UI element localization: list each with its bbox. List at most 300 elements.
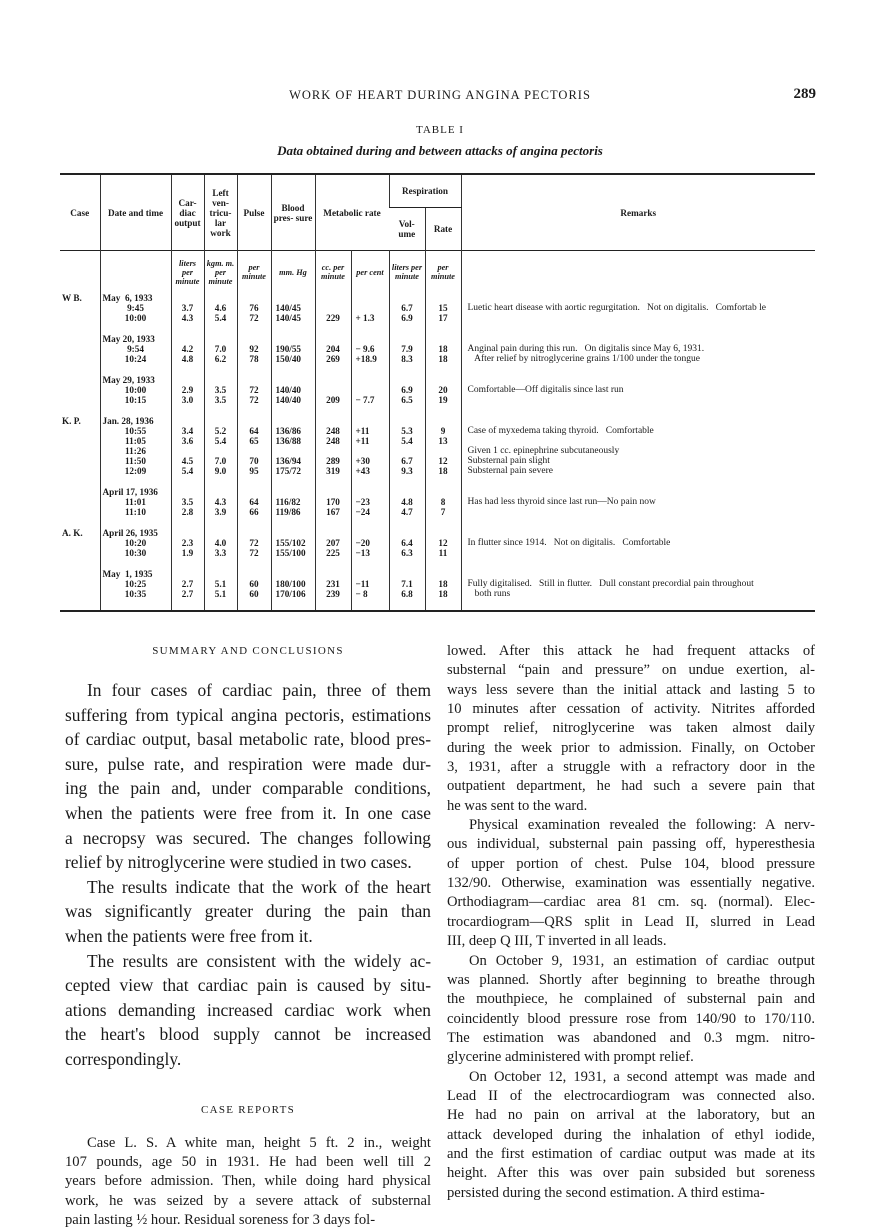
remarks-cell: Substernal pain slight [461, 456, 815, 466]
text-line: 132/90. Otherwise, examination was essentially negative. [447, 875, 815, 892]
text-line: outpatient department, he had such a severe pain that [447, 778, 815, 795]
metabolic-pct-cell: +11 [351, 426, 389, 436]
text-line: Physical examination revealed the following: A nerv- [469, 817, 815, 834]
bp-cell: 136/94 [271, 456, 315, 466]
lv-work-cell [204, 517, 237, 528]
time-cell: 9:54 [100, 344, 171, 354]
bp-cell [271, 528, 315, 538]
metabolic-cc-cell [315, 528, 351, 538]
rate-cell: 11 [425, 548, 461, 558]
table-row [60, 446, 815, 456]
text-line: years before admission. Then, while doing hard physical [65, 1173, 431, 1190]
cardiac-output-cell: 4.2 [171, 344, 204, 354]
remarks-cell: both runs [461, 589, 815, 599]
metabolic-cc-cell [315, 487, 351, 497]
header-respiration: Respiration [389, 174, 461, 208]
volume-cell [389, 517, 425, 528]
table-row [60, 538, 815, 548]
pulse-cell [237, 323, 271, 334]
lv-work-cell [204, 569, 237, 579]
metabolic-pct-cell: − 8 [351, 589, 389, 599]
text-line: when the patients were free from it. [65, 925, 313, 946]
rate-cell: 18 [425, 354, 461, 364]
remarks-cell [461, 323, 815, 334]
text-line: of cardiac output, basal metabolic rate, blood pres- [65, 729, 431, 750]
remarks-cell [461, 334, 815, 344]
spacer-row [60, 517, 815, 528]
rate-cell [425, 476, 461, 487]
table-row [60, 375, 815, 385]
metabolic-pct-cell: −11 [351, 579, 389, 589]
cardiac-output-cell: 2.7 [171, 579, 204, 589]
metabolic-pct-cell [351, 569, 389, 579]
text-line: pain lasting ½ hour. Residual soreness for 3 days fol- [65, 1211, 376, 1228]
remarks-cell [461, 548, 815, 558]
lv-work-cell: 5.1 [204, 579, 237, 589]
case-cell [60, 517, 100, 528]
rate-cell [425, 569, 461, 579]
metabolic-pct-cell [351, 385, 389, 395]
cardiac-output-cell: 4.8 [171, 354, 204, 364]
volume-cell [389, 446, 425, 456]
rate-cell [425, 558, 461, 569]
cardiac-output-cell [171, 364, 204, 375]
data-table [60, 173, 815, 612]
date-cell [100, 558, 171, 569]
metabolic-pct-cell: + 1.3 [351, 313, 389, 323]
table-label: TABLE I [416, 124, 464, 136]
bp-cell: 155/100 [271, 548, 315, 558]
lv-work-cell [204, 405, 237, 416]
cardiac-output-cell [171, 558, 204, 569]
metabolic-cc-cell [315, 364, 351, 375]
time-cell: 11:50 [100, 456, 171, 466]
date-label: Jan. 28, 1936 [100, 416, 171, 426]
text-line: Lead II of the electrocardiogram was connected also. [447, 1087, 815, 1104]
lv-work-cell: 7.0 [204, 456, 237, 466]
pulse-cell [237, 293, 271, 303]
text-line: On October 12, 1931, a second attempt was made and [469, 1068, 815, 1085]
text-line: glycerine administered with prompt relief. [447, 1049, 694, 1066]
pulse-cell: 72 [237, 538, 271, 548]
volume-cell: 8.3 [389, 354, 425, 364]
metabolic-cc-cell [315, 375, 351, 385]
lv-work-cell [204, 375, 237, 385]
cardiac-output-cell: 4.5 [171, 456, 204, 466]
volume-cell: 6.7 [389, 303, 425, 313]
text-line: The results are consistent with the widely ac- [87, 950, 431, 971]
case-cell [60, 354, 100, 364]
bp-cell [271, 569, 315, 579]
cardiac-output-cell: 3.0 [171, 395, 204, 405]
metabolic-pct-cell [351, 476, 389, 487]
header-rate: Rate [425, 208, 461, 251]
table-row [60, 487, 815, 497]
bp-cell: 150/40 [271, 354, 315, 364]
rate-cell [425, 446, 461, 456]
table-row [60, 354, 815, 364]
bp-cell [271, 487, 315, 497]
unit-metabolic-cc-cell: cc. per minute [315, 251, 351, 294]
pulse-cell: 72 [237, 385, 271, 395]
cardiac-output-cell [171, 569, 204, 579]
unit-pulse-cell: per minute [237, 251, 271, 294]
rate-cell: 20 [425, 385, 461, 395]
case-cell [60, 323, 100, 334]
case-cell [60, 303, 100, 313]
text-line: On October 9, 1931, an estimation of cardiac output [469, 952, 815, 969]
cardiac-output-cell [171, 293, 204, 303]
unit-date-cell [100, 251, 171, 294]
remarks-cell [461, 569, 815, 579]
metabolic-pct-cell: −23 [351, 497, 389, 507]
rate-cell: 19 [425, 395, 461, 405]
time-cell: 11:05 [100, 436, 171, 446]
pulse-cell [237, 487, 271, 497]
text-line: 10 minutes after cessation of activity. Nitrites afforded [447, 701, 815, 718]
remarks-cell [461, 405, 815, 416]
remarks-cell [461, 395, 815, 405]
pulse-cell: 72 [237, 395, 271, 405]
volume-cell: 6.7 [389, 456, 425, 466]
rate-cell: 17 [425, 313, 461, 323]
spacer-row [60, 599, 815, 611]
remarks-cell: In flutter since 1914. Not on digitalis. Comfortable [461, 538, 815, 548]
metabolic-pct-cell [351, 405, 389, 416]
bp-cell: 140/45 [271, 313, 315, 323]
lv-work-cell: 5.4 [204, 313, 237, 323]
lv-work-cell [204, 334, 237, 344]
case-cell [60, 344, 100, 354]
metabolic-cc-cell: 229 [315, 313, 351, 323]
cardiac-output-cell: 3.7 [171, 303, 204, 313]
bp-cell [271, 558, 315, 569]
spacer-row [60, 364, 815, 375]
remarks-cell: Luetic heart disease with aortic regurgitation. Not on digitalis. Comfortab le [461, 303, 815, 313]
metabolic-pct-cell: − 9.6 [351, 344, 389, 354]
volume-cell: 6.4 [389, 538, 425, 548]
metabolic-pct-cell [351, 528, 389, 538]
volume-cell: 6.9 [389, 313, 425, 323]
metabolic-pct-cell: +18.9 [351, 354, 389, 364]
lv-work-cell: 4.6 [204, 303, 237, 313]
table-row [60, 456, 815, 466]
volume-cell [389, 334, 425, 344]
time-cell: 10:30 [100, 548, 171, 558]
case-cell [60, 599, 100, 611]
case-cell [60, 589, 100, 599]
date-label: April 17, 1936 [100, 487, 171, 497]
metabolic-cc-cell [315, 558, 351, 569]
text-line: The estimation was abandoned and 0.3 mgm. nitro- [447, 1029, 815, 1046]
case-cell [60, 558, 100, 569]
metabolic-pct-cell [351, 517, 389, 528]
table-row [60, 436, 815, 446]
metabolic-cc-cell [315, 446, 351, 456]
pulse-cell [237, 558, 271, 569]
table-row [60, 334, 815, 344]
time-cell: 10:25 [100, 579, 171, 589]
lv-work-cell: 4.0 [204, 538, 237, 548]
volume-cell [389, 416, 425, 426]
bp-cell [271, 364, 315, 375]
time-cell: 10:20 [100, 538, 171, 548]
metabolic-cc-cell [315, 569, 351, 579]
remarks-cell [461, 476, 815, 487]
bp-cell [271, 476, 315, 487]
pulse-cell [237, 364, 271, 375]
unit-metabolic-pct-cell: per cent [351, 251, 389, 294]
lv-work-cell: 5.4 [204, 436, 237, 446]
rate-cell: 9 [425, 426, 461, 436]
text-line: 3, 1931, after a struggle with a refractory door in the [447, 759, 815, 776]
table-row [60, 385, 815, 395]
time-cell: 10:24 [100, 354, 171, 364]
case-label: A. K. [62, 528, 83, 538]
cardiac-output-cell: 4.3 [171, 313, 204, 323]
bp-cell [271, 375, 315, 385]
text-line: ing the pain and, under comparable conditions, [65, 778, 431, 799]
table-caption: Data obtained during and between attacks of angina pectoris [277, 143, 603, 158]
table-row [60, 548, 815, 558]
case-cell [60, 507, 100, 517]
volume-cell: 9.3 [389, 466, 425, 476]
pulse-cell: 72 [237, 313, 271, 323]
table-row [60, 528, 815, 538]
volume-cell [389, 364, 425, 375]
pulse-cell: 60 [237, 589, 271, 599]
bp-cell [271, 416, 315, 426]
header-volume: Vol- ume [398, 219, 416, 239]
metabolic-pct-cell [351, 375, 389, 385]
cardiac-output-cell: 5.4 [171, 466, 204, 476]
summary-heading: SUMMARY AND CONCLUSIONS [152, 645, 344, 657]
volume-cell: 4.8 [389, 497, 425, 507]
cardiac-output-cell: 2.8 [171, 507, 204, 517]
case-reports-heading: CASE REPORTS [200, 1103, 296, 1116]
rate-cell [425, 416, 461, 426]
remarks-cell: Substernal pain severe [461, 466, 815, 476]
unit-case-cell [60, 251, 100, 294]
metabolic-pct-cell: +11 [351, 436, 389, 446]
bp-cell: 175/72 [271, 466, 315, 476]
pulse-cell: 66 [237, 507, 271, 517]
remarks-cell: Comfortable—Off digitalis since last run [461, 385, 815, 395]
volume-cell [389, 599, 425, 611]
metabolic-cc-cell: 225 [315, 548, 351, 558]
remarks-cell [461, 293, 815, 303]
bp-cell [271, 334, 315, 344]
cardiac-output-cell [171, 375, 204, 385]
bp-cell: 180/100 [271, 579, 315, 589]
volume-cell [389, 375, 425, 385]
pulse-cell [237, 416, 271, 426]
paragraph [65, 875, 431, 949]
volume-cell [389, 476, 425, 487]
paragraph [65, 1134, 431, 1230]
metabolic-cc-cell: 167 [315, 507, 351, 517]
remarks-cell [461, 507, 815, 517]
rate-cell: 7 [425, 507, 461, 517]
rate-cell [425, 364, 461, 375]
paragraph [447, 1068, 815, 1203]
time-cell: 10:00 [100, 313, 171, 323]
pulse-cell [237, 405, 271, 416]
rate-cell: 12 [425, 456, 461, 466]
bp-cell: 155/102 [271, 538, 315, 548]
rate-cell: 18 [425, 579, 461, 589]
bp-cell: 190/55 [271, 344, 315, 354]
case-label [60, 375, 100, 385]
metabolic-cc-cell [315, 334, 351, 344]
case-cell [60, 548, 100, 558]
metabolic-pct-cell [351, 303, 389, 313]
lv-work-cell [204, 476, 237, 487]
date-label: April 26, 1935 [100, 528, 171, 538]
remarks-cell [461, 375, 815, 385]
remarks-cell: After relief by nitroglycerine grains 1/100 under the tongue [461, 354, 815, 364]
header-pulse: Pulse [237, 174, 271, 251]
rate-cell: 13 [425, 436, 461, 446]
volume-cell: 7.1 [389, 579, 425, 589]
metabolic-cc-cell: 319 [315, 466, 351, 476]
metabolic-pct-cell [351, 364, 389, 375]
lv-work-cell: 5.2 [204, 426, 237, 436]
rate-cell [425, 528, 461, 538]
table-row [60, 589, 815, 599]
header-lv-work: Left ven- tricu- lar work [204, 174, 237, 251]
unit-rate-cell: per minute [425, 251, 461, 294]
volume-cell: 6.3 [389, 548, 425, 558]
metabolic-cc-cell [315, 405, 351, 416]
running-head: WORK OF HEART DURING ANGINA PECTORIS [289, 88, 591, 102]
case-label [60, 334, 100, 344]
metabolic-cc-cell [315, 385, 351, 395]
case-cell [60, 466, 100, 476]
text-line: a necropsy was secured. The changes following [65, 827, 431, 848]
time-cell: 10:55 [100, 426, 171, 436]
date-cell [100, 476, 171, 487]
remarks-cell [461, 416, 815, 426]
volume-cell [389, 487, 425, 497]
date-cell [100, 364, 171, 375]
rate-cell [425, 517, 461, 528]
metabolic-pct-cell [351, 416, 389, 426]
rate-cell [425, 599, 461, 611]
text-line: work, he was seized by a severe attack of substernal [65, 1192, 431, 1209]
time-cell: 11:01 [100, 497, 171, 507]
case-cell [60, 436, 100, 446]
table-row [60, 313, 815, 323]
metabolic-pct-cell: − 7.7 [351, 395, 389, 405]
metabolic-cc-cell [315, 303, 351, 313]
time-cell: 10:00 [100, 385, 171, 395]
time-cell: 11:10 [100, 507, 171, 517]
cardiac-output-cell: 2.7 [171, 589, 204, 599]
case-label [60, 487, 100, 497]
remarks-cell: Has had less thyroid since last run—No pain now [461, 497, 815, 507]
cardiac-output-cell [171, 446, 204, 456]
text-line: suffering from typical angina pectoris, estimations [65, 704, 431, 725]
case-cell [60, 364, 100, 375]
remarks-cell [461, 558, 815, 569]
volume-cell: 4.7 [389, 507, 425, 517]
cardiac-output-cell: 1.9 [171, 548, 204, 558]
text-line: he was sent to the ward. [447, 797, 588, 814]
case-cell [60, 385, 100, 395]
cardiac-output-cell [171, 334, 204, 344]
text-line: during the week prior to admission. Finally, on October [447, 739, 815, 756]
lv-work-cell [204, 487, 237, 497]
right-column [447, 642, 815, 1203]
bp-cell: 119/86 [271, 507, 315, 517]
units-row [60, 251, 815, 294]
header-remarks: Remarks [461, 174, 815, 251]
case-cell [60, 395, 100, 405]
rate-cell [425, 405, 461, 416]
metabolic-pct-cell: −13 [351, 548, 389, 558]
rate-cell [425, 375, 461, 385]
metabolic-pct-cell: +43 [351, 466, 389, 476]
spacer-row [60, 558, 815, 569]
pulse-cell: 70 [237, 456, 271, 466]
text-line: prompt relief, nitroglycerine was taken almost daily [447, 720, 815, 737]
metabolic-pct-cell [351, 558, 389, 569]
pulse-cell [237, 446, 271, 456]
bp-cell [271, 323, 315, 334]
pulse-cell: 92 [237, 344, 271, 354]
bp-cell [271, 405, 315, 416]
metabolic-cc-cell: 170 [315, 497, 351, 507]
rate-cell [425, 293, 461, 303]
table-row [60, 466, 815, 476]
bp-cell: 136/88 [271, 436, 315, 446]
pulse-cell: 64 [237, 497, 271, 507]
table-row [60, 569, 815, 579]
volume-cell [389, 293, 425, 303]
text-line: Orthodiagram—cardiac area 81 cm. sq. (normal). Elec- [447, 894, 815, 911]
pulse-cell: 65 [237, 436, 271, 446]
bp-cell: 140/40 [271, 385, 315, 395]
header-cardiac-output: Car- diac output [171, 174, 204, 251]
metabolic-pct-cell [351, 323, 389, 334]
pulse-cell [237, 375, 271, 385]
pulse-cell [237, 334, 271, 344]
lv-work-cell: 3.3 [204, 548, 237, 558]
text-line: height. After this was over pain subsided but soreness [447, 1165, 815, 1182]
pulse-cell: 95 [237, 466, 271, 476]
rate-cell [425, 323, 461, 334]
bp-cell: 140/40 [271, 395, 315, 405]
pulse-cell [237, 528, 271, 538]
volume-cell [389, 405, 425, 416]
cardiac-output-cell [171, 528, 204, 538]
paragraph [65, 949, 431, 1072]
metabolic-pct-cell: +30 [351, 456, 389, 466]
metabolic-cc-cell [315, 416, 351, 426]
table-row [60, 395, 815, 405]
lv-work-cell [204, 323, 237, 334]
spacer-row [60, 323, 815, 334]
cardiac-output-cell: 3.4 [171, 426, 204, 436]
text-line: correspondingly. [65, 1048, 182, 1069]
metabolic-pct-cell [351, 334, 389, 344]
text-line: ways less severe than the initial attack and lasting 5 to [447, 681, 815, 698]
lv-work-cell: 9.0 [204, 466, 237, 476]
date-label: May 29, 1933 [100, 375, 171, 385]
volume-cell [389, 528, 425, 538]
metabolic-pct-cell: −20 [351, 538, 389, 548]
